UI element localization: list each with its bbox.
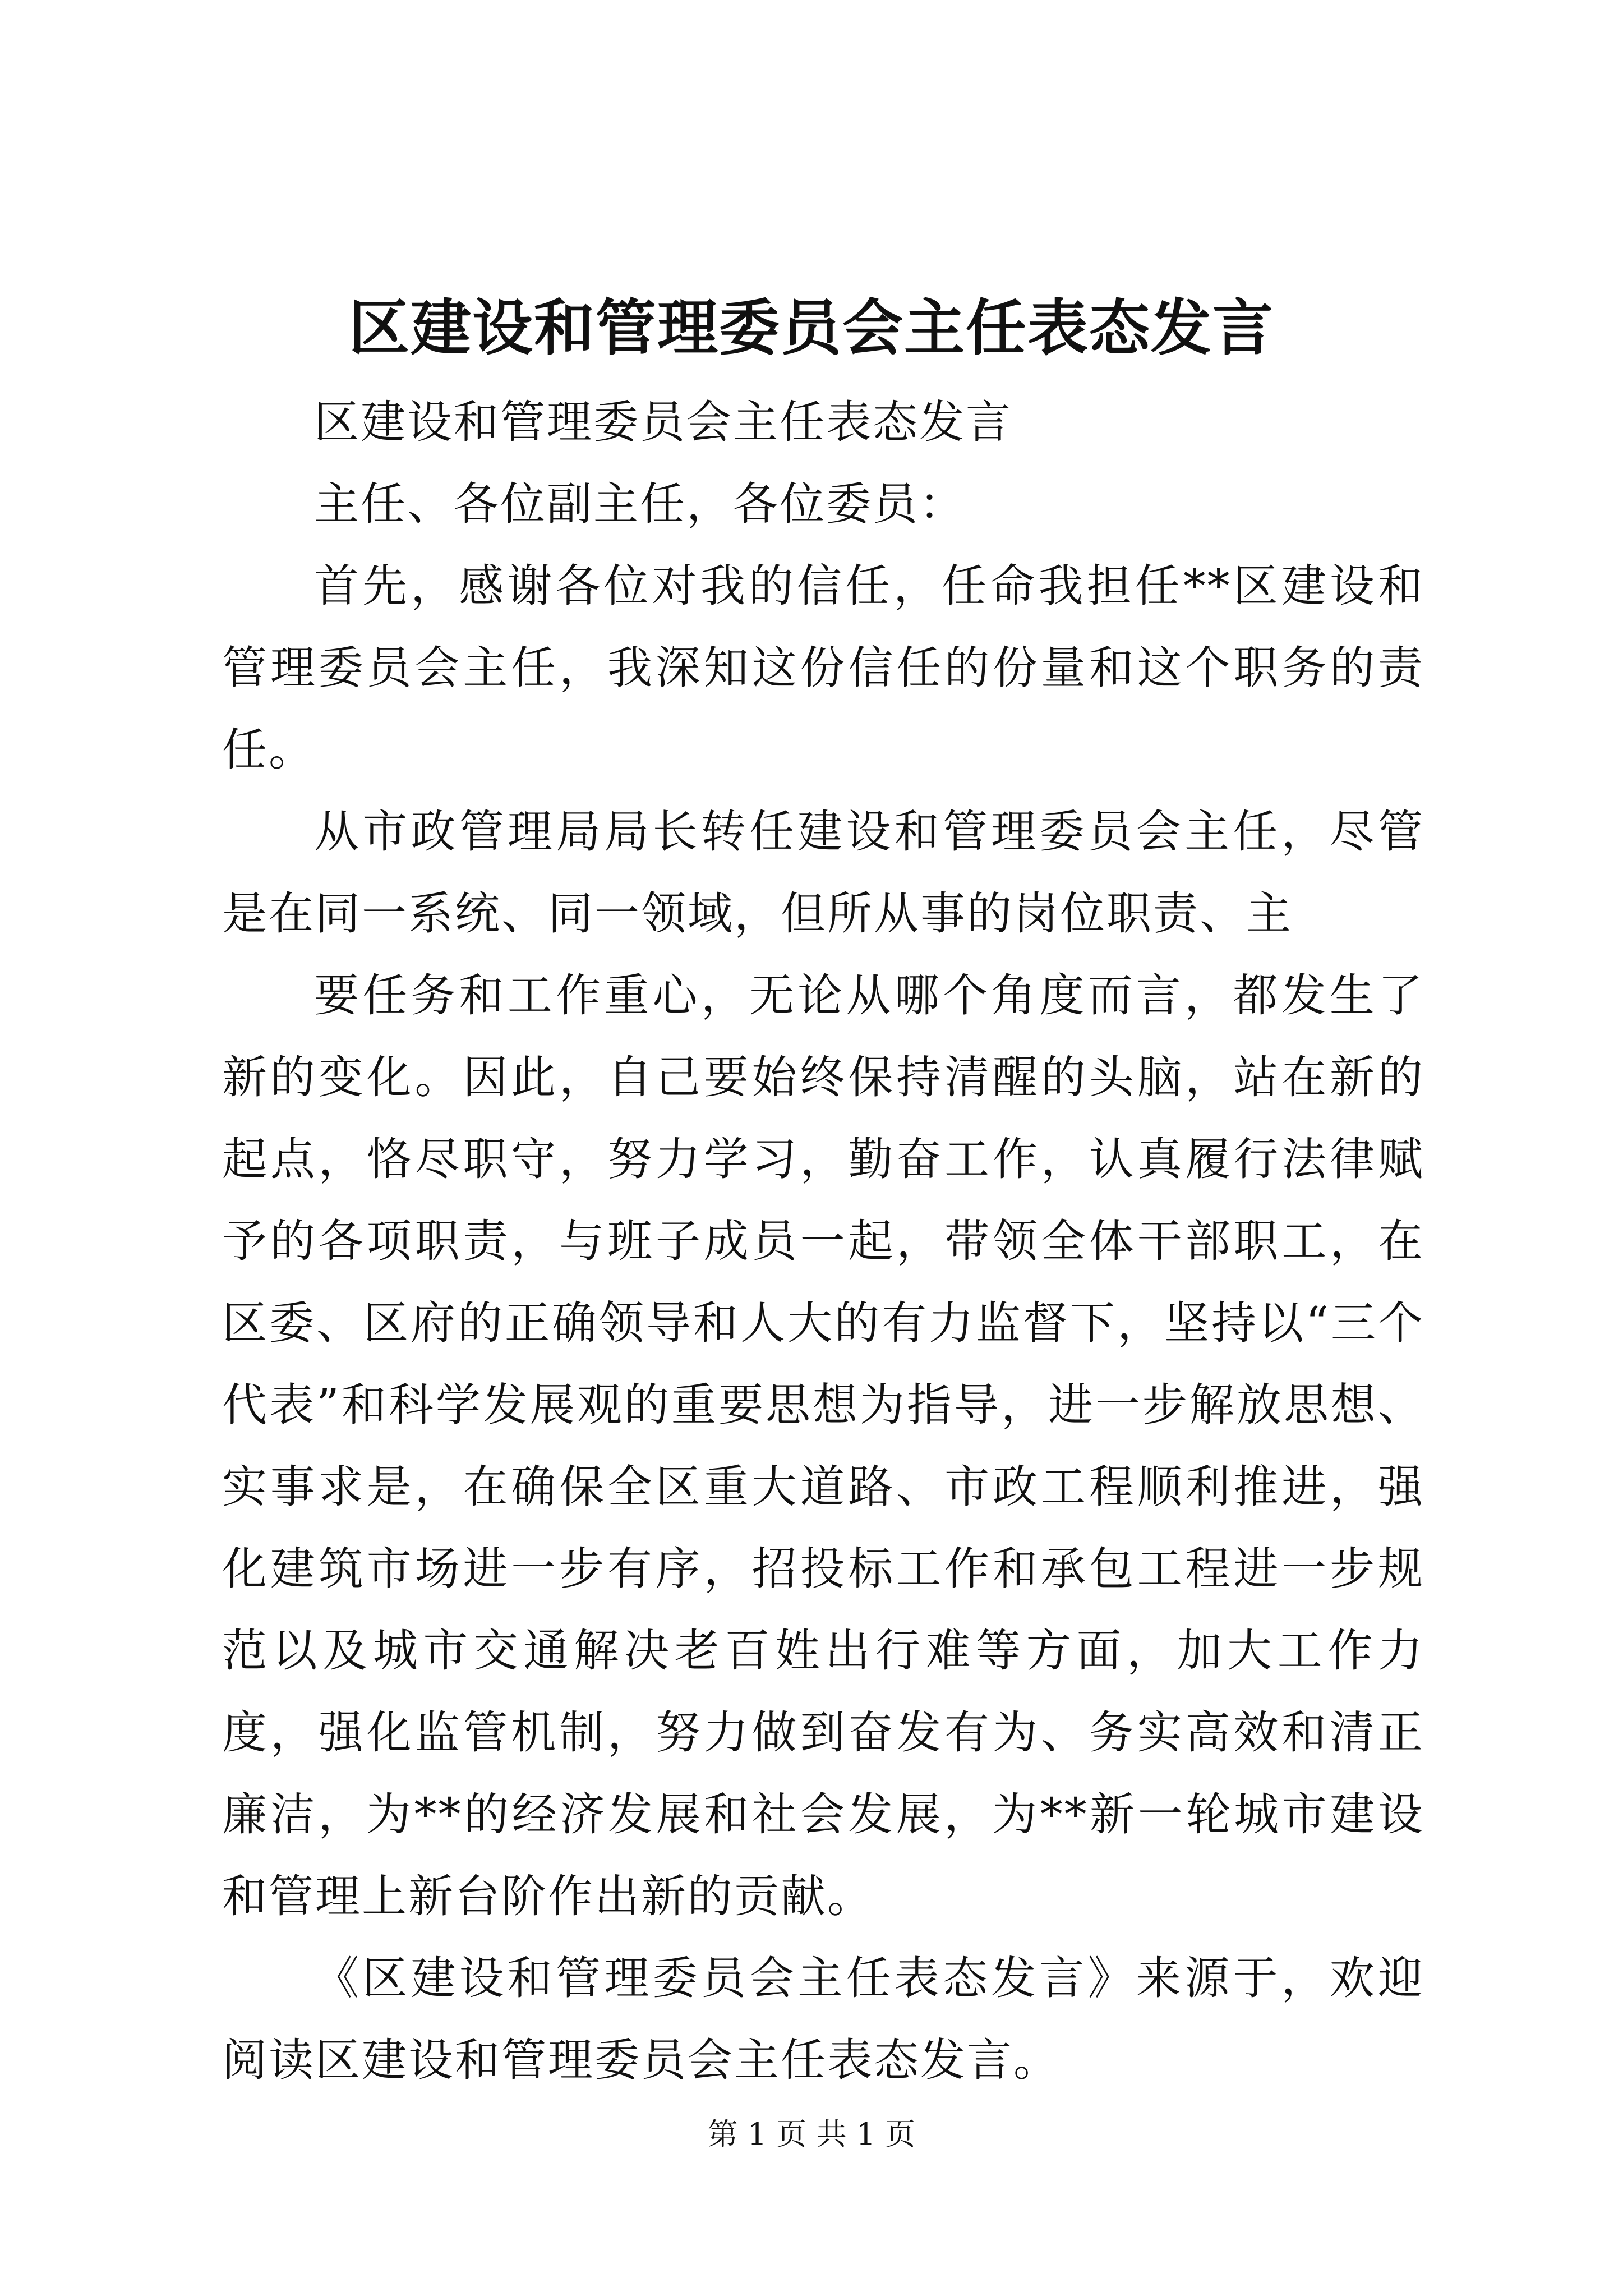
document-title: 区建设和管理委员会主任表态发言 <box>348 293 1274 364</box>
paragraph-salutation: 主任、各位副主任，各位委员： <box>314 478 966 530</box>
document-body <box>222 381 1424 2101</box>
paragraph-transfer: 从市政管理局局长转任建设和管理委员会主任，尽管是在同一系统、同一领域，但所从事的岗位职责、主 <box>222 806 1424 940</box>
paragraph-commitment: 要任务和工作重心，无论从哪个角度而言，都发生了新的变化。因此，自己要始终保持清醒的头脑，站在新的起点，恪尽职守，努力学习，勤奋工作，认真履行法律赋予的各项职责，与班子成员一起，带领全体干部职工，在区委、区府的正确领导和人大的有力监督下，坚持以“三个代表”和科学发展观的重要思想为指导，进一步解放思想、实事求是，在确保全区重大道路、市政工程顺利推进，强化建筑市场进一步有序，招投标工作和承包工程进一步规范以及城市交通解决老百姓出行难等方面，加大工作力度，强化监管机制，努力做到奋发有为、务实高效和清正廉洁，为**的经济发展和社会发展，为**新一轮城市建设和管理上新台阶作出新的贡献。 <box>222 969 1424 1922</box>
paragraph-source-note: 《区建设和管理委员会主任表态发言》来源于，欢迎阅读区建设和管理委员会主任表态发言。 <box>222 1952 1424 2086</box>
paragraph-subtitle: 区建设和管理委员会主任表态发言 <box>314 396 1012 448</box>
paragraph-thanks: 首先，感谢各位对我的信任，任命我担任**区建设和管理委员会主任，我深知这份信任的份量和这个职务的责任。 <box>222 560 1424 776</box>
page-number-footer: 第 1 页 共 1 页 <box>707 2116 916 2152</box>
